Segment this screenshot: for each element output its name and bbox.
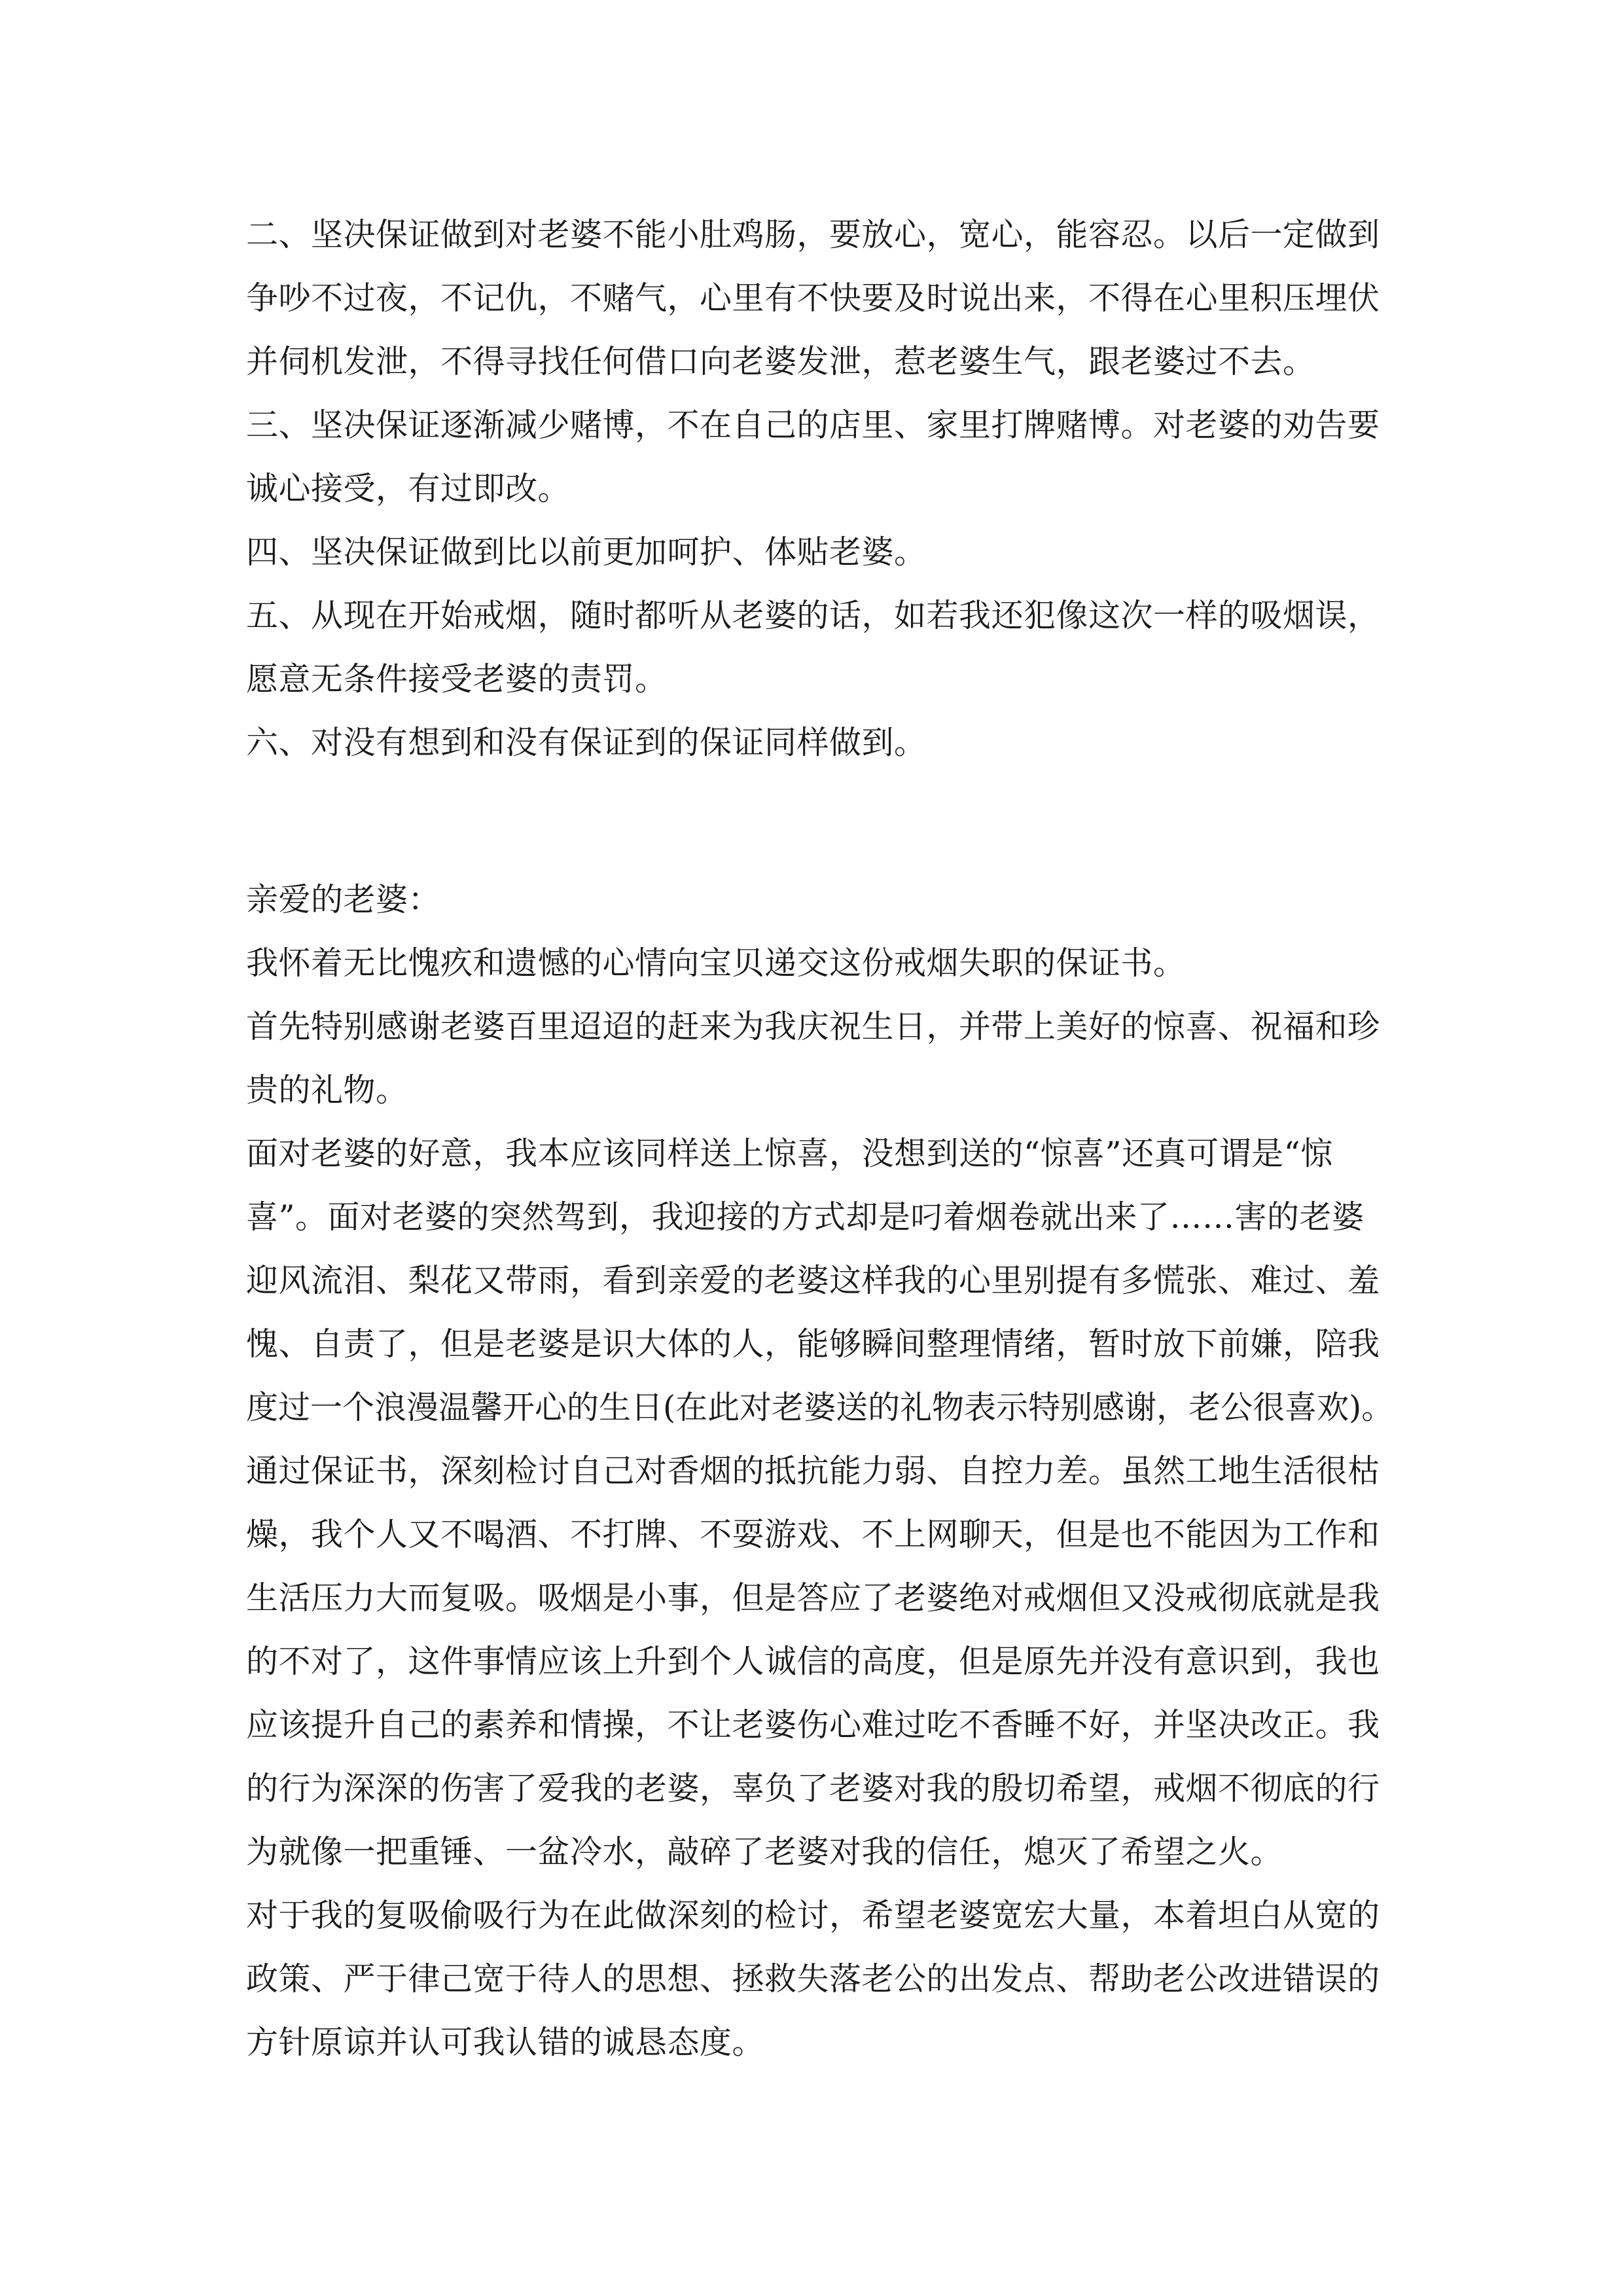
text-line: 贵的礼物。 — [246, 1071, 408, 1109]
section-spacer — [246, 774, 1398, 868]
text-line: 的不对了，这件事情应该上升到个人诚信的高度，但是原先并没有意识到，我也 — [246, 1643, 1380, 1680]
pledge-list — [246, 203, 1398, 774]
text-line: 二、坚决保证做到对老婆不能小肚鸡肠，要放心，宽心，能容忍。以后一定做到 — [246, 216, 1380, 253]
text-line: 政策、严于律己宽于待人的思想、拯救失落老公的出发点、帮助老公改进错误的 — [246, 1960, 1380, 1998]
text-line: 三、坚决保证逐渐减少赌博，不在自己的店里、家里打牌赌博。对老婆的劝告要 — [246, 406, 1380, 444]
text-line: 通过保证书，深刻检讨自己对香烟的抵抗能力弱、自控力差。虽然工地生活很枯 — [246, 1452, 1380, 1490]
text-line: 我怀着无比愧疚和遗憾的心情向宝贝递交这份戒烟失职的保证书。 — [246, 944, 1186, 982]
text-line: 诚心接受，有过即改。 — [246, 470, 571, 507]
text-line: 迎风流泪、梨花又带雨，看到亲爱的老婆这样我的心里别提有多慌张、难过、羞 — [246, 1262, 1380, 1299]
text-line: 度过一个浪漫温馨开心的生日(在此对老婆送的礼物表示特别感谢，老公很喜欢)。 — [246, 1389, 1394, 1426]
letter-body — [246, 868, 1398, 2074]
text-line: 首先特别感谢老婆百里迢迢的赶来为我庆祝生日，并带上美好的惊喜、祝福和珍 — [246, 1008, 1380, 1045]
text-line: 燥，我个人又不喝酒、不打牌、不耍游戏、不上网聊天，但是也不能因为工作和 — [246, 1516, 1380, 1553]
text-line: 并伺机发泄，不得寻找任何借口向老婆发泄，惹老婆生气，跟老婆过不去。 — [246, 343, 1315, 380]
text-line: 五、从现在开始戒烟，随时都听从老婆的话，如若我还犯像这次一样的吸烟误， — [246, 597, 1380, 634]
text-line: 争吵不过夜，不记仇，不赌气，心里有不快要及时说出来，不得在心里积压埋伏 — [246, 279, 1380, 317]
text-line: 面对老婆的好意，我本应该同样送上惊喜，没想到送的“惊喜”还真可谓是“惊 — [246, 1135, 1333, 1172]
text-line: 喜”。面对老婆的突然驾到，我迎接的方式却是叼着烟卷就出来了……害的老婆 — [246, 1198, 1364, 1236]
text-line: 为就像一把重锤、一盆冷水，敲碎了老婆对我的信任，熄灭了希望之火。 — [246, 1833, 1283, 1871]
text-line: 六、对没有想到和没有保证到的保证同样做到。 — [246, 724, 927, 761]
document-body — [246, 203, 1398, 2074]
text-line: 四、坚决保证做到比以前更加呵护、体贴老婆。 — [246, 533, 927, 571]
text-line: 方针原谅并认可我认错的诚恳态度。 — [246, 2024, 765, 2061]
salutation: 亲爱的老婆： — [246, 881, 441, 918]
text-line: 的行为深深的伤害了爱我的老婆，辜负了老婆对我的殷切希望，戒烟不彻底的行 — [246, 1770, 1380, 1807]
text-line: 愧、自责了，但是老婆是识大体的人，能够瞬间整理情绪，暂时放下前嫌，陪我 — [246, 1325, 1380, 1363]
text-line: 对于我的复吸偷吸行为在此做深刻的检讨，希望老婆宽宏大量，本着坦白从宽的 — [246, 1897, 1380, 1934]
text-line: 应该提升自己的素养和情操，不让老婆伤心难过吃不香睡不好，并坚决改正。我 — [246, 1706, 1380, 1744]
text-line: 生活压力大而复吸。吸烟是小事，但是答应了老婆绝对戒烟但又没戒彻底就是我 — [246, 1579, 1380, 1617]
text-line: 愿意无条件接受老婆的责罚。 — [246, 660, 668, 698]
